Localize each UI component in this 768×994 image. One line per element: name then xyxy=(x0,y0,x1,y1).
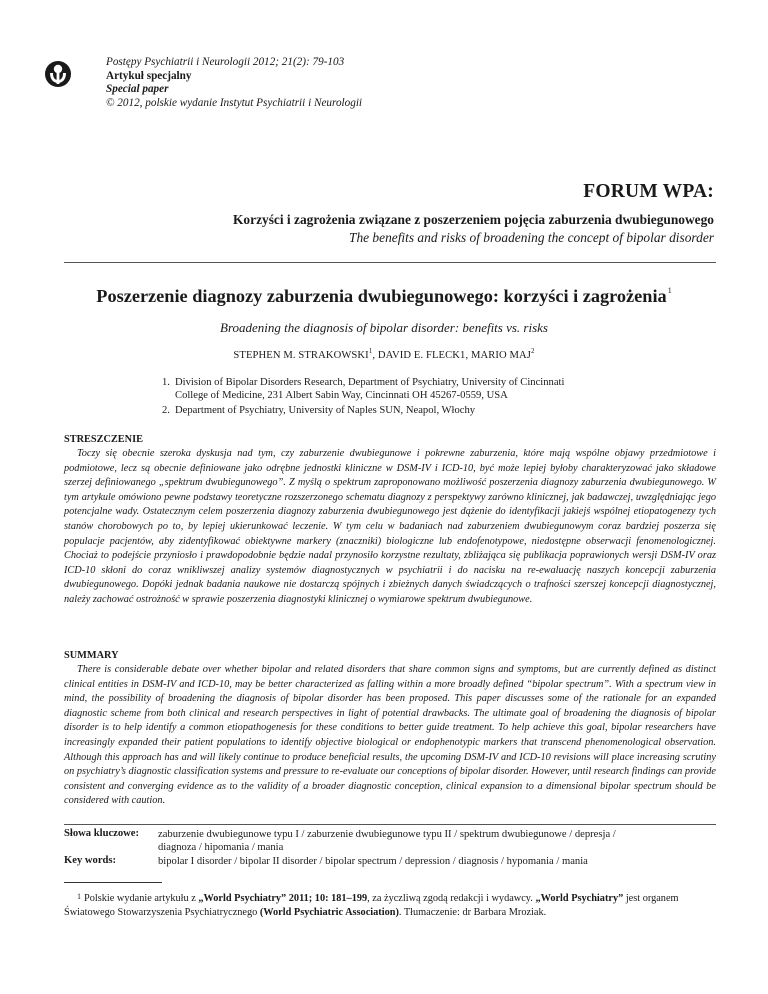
copyright-line: © 2012, polskie wydanie Instytut Psychiatrii i Neurologii xyxy=(106,96,363,109)
authors-line xyxy=(0,347,768,361)
footnote-text: Polskie wydanie artykułu z xyxy=(84,893,199,904)
keywords-pl xyxy=(158,828,718,855)
affiliation-line: Division of Bipolar Disorders Research, Department of Psychiatry, University of Cincinnati xyxy=(175,377,565,388)
keywords-label-pl: Słowa kluczowe: xyxy=(64,828,140,839)
streszczenie-heading: STRESZCZENIE xyxy=(64,434,143,445)
forum-subtitle-en: The benefits and risks of broadening the concept of bipolar disorder xyxy=(349,230,714,245)
summary-text: There is considerable debate over whether bipolar and related disorders that share common signs and symptoms, but are currently defined as distinct clinical entities in DSM-IV and ICD-10, may be better characterized as falling within a more broadly defined “bipolar spectrum”. With a spectrum view in mind, the possibility of broadening the diagnosis of bipolar disorder has been proposed. This paper discusses some of the rationale for an expanded diagnostic scheme from both clinical and research perspectives in light of potential drawbacks. The ultimate goal of broadening the diagnosis of bipolar disorder is to help identify a common etiopathogenesis for these conditions to better guide treatment. To help achieve this goal, bipolar researchers have increasingly expanded their patient populations to identify objective biological or endophenotypic markers that transcend phenomenological observation. Although this approach has and will likely continue to produce beneficial results, the upcoming DSM-IV and ICD-10 revisions will place increasing scrutiny on psychiatry’s diagnostic classification systems and pressure to re-evaluate our conceptions of bipolar disorder. However, until research findings can provide consistent and converging evidence as to the validity of a broader diagnostic conception, clinical expansion to a dimensional bipolar spectrum should be considered with caution. xyxy=(64,664,716,807)
forum-subtitle-pl: Korzyści i zagrożenia związane z poszerzeniem pojęcia zaburzenia dwubiegunowego xyxy=(233,212,714,227)
affiliation-line: College of Medicine, 231 Albert Sabin Way, Cincinnati OH 45267-0559, USA xyxy=(175,390,508,401)
footnote-rule xyxy=(64,882,162,883)
title-footnote-marker: 1 xyxy=(667,286,672,295)
journal-citation: Postępy Psychiatrii i Neurologii 2012; 21(2): 79-103 xyxy=(106,56,345,68)
author-sep: , xyxy=(465,350,471,361)
streszczenie-text: Toczy się obecnie szeroka dyskusja nad tym, czy zaburzenie dwubiegunowe i pokrewne zaburzenia, które mają wspólne objawy przedmiotowe i podmiotowe, lecz są obecnie definiowane jako odrębne jednostki kliniczne w DSM-IV i ICD-10, być może lepiej byłoby charakteryzować jako składowe szerzej definiowanego „spektrum dwubiegunowego”. Z myślą o spektrum zaproponowano możliwość poszerzenia diagnozy zaburzenia dwubiegunowego. W tym artykule omówiono pewne podstawy teoretyczne rozszerzonego schematu diagnozy z perspektywy zarówno klinicznej, jak badawczej, uwzględniając jego potencjalne wady. Ostatecznym celem poszerzenia diagnozy zaburzenia dwubiegunowego jest dążenie do identyfikacji jakiejś wspólnej etiopatogenezy tych stanów chorobowych po to, by lepiej ukierunkować leczenie. W tym celu w badaniach nad zaburzeniem dwubiegunowym coraz bardziej poszerza się populacje pacjentów, aby zidentyfikować obiektywne markery (znaczniki) biologiczne lub endofenotypowe, niedostępne obserwacji fenomenologicznej. Chociaż to podejście przyniosło i prawdopodobnie będzie nadal przynosiło korzystne rezultaty, zbliżająca się publikacja poprawionych wersji DSM-IV oraz ICD-10 skłoni do coraz wnikliwszej analizy systemów diagnostycznych w psychiatrii i do nacisku na re-ewaluację naszych koncepcji zaburzenia dwubiegunowego. Dopóki jednak badania naukowe nie dostarczą spójnych i zbieżnych danych świadczących o trafności szerszej koncepcji diagnostycznej, należy zachować ostrożność w sprawie poszerzenia diagnostyki klinicznej o wymiarowe spektrum dwubiegunowe. xyxy=(64,448,716,605)
keywords-label-en: Key words: xyxy=(64,855,117,866)
footnote xyxy=(64,890,716,919)
affiliation-2 xyxy=(162,404,702,417)
header-divider xyxy=(64,262,716,263)
author-sep: , xyxy=(372,350,378,361)
keywords-divider-top xyxy=(64,824,716,825)
affiliation-number: 1. xyxy=(162,377,170,388)
author-name: STEPHEN M. STRAKOWSKI xyxy=(233,350,369,361)
author-name: DAVID E. FLECK1 xyxy=(377,350,466,361)
footnote-text: jest organem Światowego Stowarzyszenia Psychiatrycznego xyxy=(64,893,679,918)
journal-header xyxy=(106,56,362,110)
footnote-number: 1 xyxy=(77,892,81,901)
keywords-en: bipolar I disorder / bipolar II disorder / bipolar spectrum / depression / diagnosis / hypomania / mania xyxy=(158,856,588,867)
affiliation-1 xyxy=(162,376,702,402)
article-type-en: Special paper xyxy=(106,83,169,96)
journal-logo-icon xyxy=(44,60,72,88)
forum-title: FORUM WPA: xyxy=(583,181,714,202)
author-name: MARIO MAJ xyxy=(470,350,531,361)
keywords-pl-line: zaburzenie dwubiegunowe typu I / zaburzenie dwubiegunowe typu II / spektrum dwubiegunowe / depresja / xyxy=(158,829,616,840)
keywords-pl-line: diagnoza / hipomania / mania xyxy=(158,842,284,854)
footnote-organization: (World Psychiatric Association) xyxy=(259,906,399,918)
summary-heading: SUMMARY xyxy=(64,650,119,661)
article-title xyxy=(0,286,768,307)
article-type-pl: Artykuł specjalny xyxy=(106,69,192,82)
author-sup: 2 xyxy=(531,347,535,355)
article-subtitle: Broadening the diagnosis of bipolar disorder: benefits vs. risks xyxy=(220,320,548,335)
affiliation-number: 2. xyxy=(162,405,170,416)
affiliation-line: Department of Psychiatry, University of Naples SUN, Neapol, Włochy xyxy=(175,405,476,416)
footnote-text: . Tłumaczenie: dr Barbara Mroziak. xyxy=(398,906,547,918)
author-sup: 1 xyxy=(368,347,373,355)
article-title-text: Poszerzenie diagnozy zaburzenia dwubiegunowego: korzyści i zagrożenia xyxy=(96,286,667,306)
footnote-citation: „World Psychiatry” 2011; 10: 181–199 xyxy=(198,893,368,904)
footnote-text: , za życzliwą zgodą redakcji i wydawcy. xyxy=(367,893,536,904)
footnote-journal: „World Psychiatry” xyxy=(535,893,624,904)
